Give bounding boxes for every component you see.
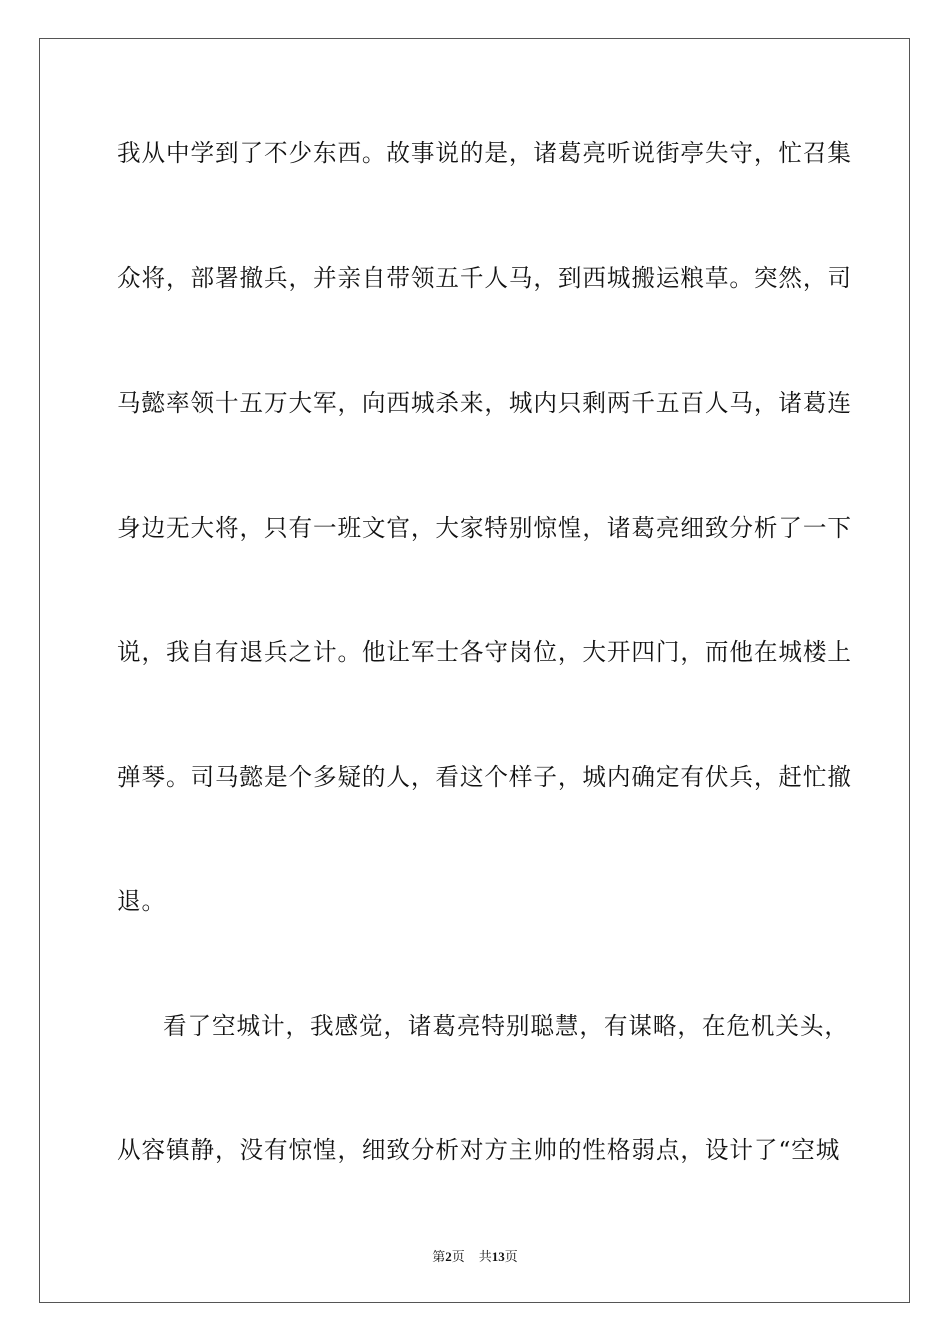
page-border [39, 38, 910, 1303]
total-label-suffix: 页 [504, 1250, 518, 1265]
paragraph-line-4: 身边无大将，只有一班文官，大家特别惊惶，诸葛亮细致分析了一下 [117, 514, 852, 542]
paragraph-line-3: 马懿率领十五万大军，向西城杀来，城内只剩两千五百人马，诸葛连 [117, 389, 852, 417]
total-pages-number: 13 [491, 1249, 505, 1264]
paragraph-line-6: 弹琴。司马懿是个多疑的人，看这个样子，城内确定有伏兵，赶忙撤 [117, 763, 852, 791]
paragraph-line-2: 众将，部署撤兵，并亲自带领五千人马，到西城搬运粮草。突然，司 [117, 264, 852, 292]
page-label-prefix: 第 [432, 1250, 446, 1265]
total-label-prefix: 共 [478, 1250, 492, 1265]
current-page-number: 2 [445, 1249, 452, 1264]
paragraph-line-5: 说，我自有退兵之计。他让军士各守岗位，大开四门，而他在城楼上 [117, 638, 852, 666]
page-footer [0, 1248, 950, 1267]
paragraph-2-line-1: 看了空城计，我感觉，诸葛亮特别聪慧，有谋略，在危机关头， [163, 1012, 849, 1040]
page-label-suffix: 页 [451, 1250, 465, 1265]
paragraph-line-7: 退。 [117, 887, 166, 915]
paragraph-line-1: 我从中学到了不少东西。故事说的是，诸葛亮听说街亭失守，忙召集 [117, 139, 852, 167]
paragraph-2-line-2: 从容镇静，没有惊惶，细致分析对方主帅的性格弱点，设计了“空城 [117, 1136, 841, 1164]
